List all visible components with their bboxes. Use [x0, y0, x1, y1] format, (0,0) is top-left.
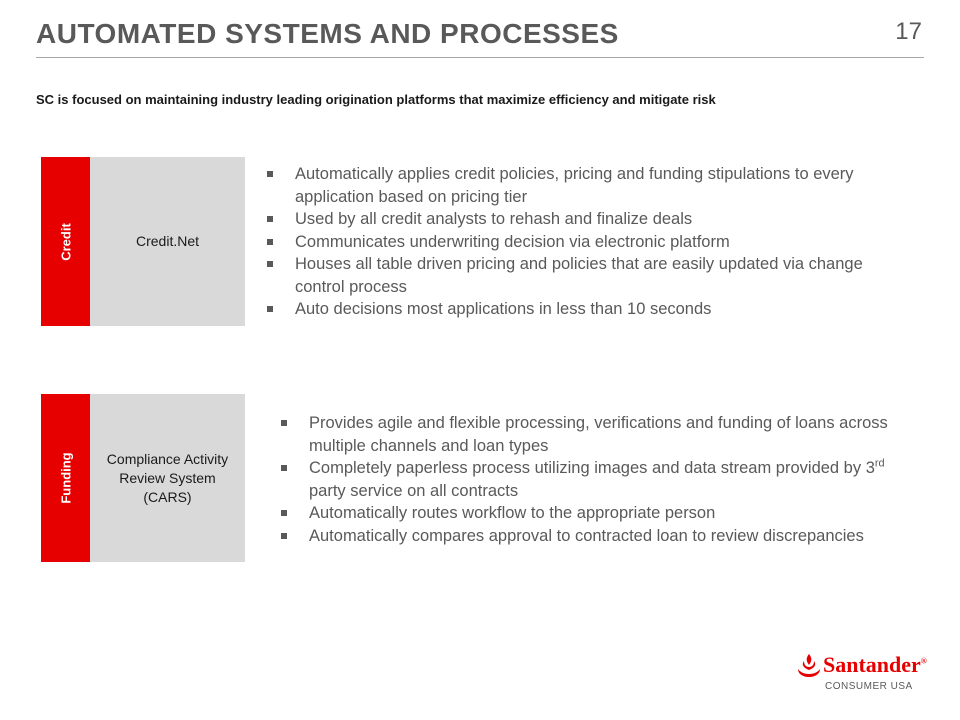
list-item: Houses all table driven pricing and policies that are easily updated via change control process — [265, 253, 905, 298]
category-tab-funding — [41, 394, 90, 562]
bullet-list-credit — [265, 163, 905, 321]
square-bullet-icon — [281, 465, 287, 471]
list-item: Automatically compares approval to contracted loan to review discrepancies — [279, 525, 919, 548]
santander-logo — [796, 652, 930, 698]
list-item: Provides agile and flexible processing, verifications and funding of loans across multiple channels and loan types — [279, 412, 919, 457]
list-item: Automatically routes workflow to the appropriate person — [279, 502, 919, 525]
list-item: Completely paperless process utilizing images and data stream provided by 3rd party service on all contracts — [279, 457, 919, 502]
title-divider — [36, 57, 924, 58]
brand-subtitle: CONSUMER USA — [825, 681, 913, 692]
page-title: AUTOMATED SYSTEMS AND PROCESSES — [36, 18, 619, 49]
bullet-list-funding — [279, 412, 919, 547]
santander-flame-icon — [796, 653, 822, 679]
list-item: Auto decisions most applications in less than 10 seconds — [265, 298, 905, 321]
superscript: rd — [874, 457, 885, 470]
square-bullet-icon — [267, 261, 273, 267]
brand-name: Santander® — [823, 652, 927, 677]
square-bullet-icon — [281, 533, 287, 539]
square-bullet-icon — [281, 510, 287, 516]
list-item: Communicates underwriting decision via electronic platform — [265, 231, 905, 254]
subtitle: SC is focused on maintaining industry leading origination platforms that maximize efficiency and mitigate risk — [36, 92, 716, 107]
category-label: Credit — [58, 222, 73, 261]
list-item: Used by all credit analysts to rehash and finalize deals — [265, 208, 905, 231]
page-number: 17 — [895, 18, 922, 45]
square-bullet-icon — [281, 420, 287, 426]
category-label: Funding — [58, 452, 73, 504]
system-box-credit-net — [90, 157, 245, 326]
category-tab-credit — [41, 157, 90, 326]
list-item: Automatically applies credit policies, pricing and funding stipulations to every application based on pricing tier — [265, 163, 905, 208]
system-box-cars — [90, 394, 245, 562]
square-bullet-icon — [267, 171, 273, 177]
square-bullet-icon — [267, 216, 273, 222]
square-bullet-icon — [267, 239, 273, 245]
square-bullet-icon — [267, 306, 273, 312]
system-label: Compliance Activity Review System (CARS) — [106, 450, 229, 505]
system-label: Credit.Net — [135, 233, 200, 249]
